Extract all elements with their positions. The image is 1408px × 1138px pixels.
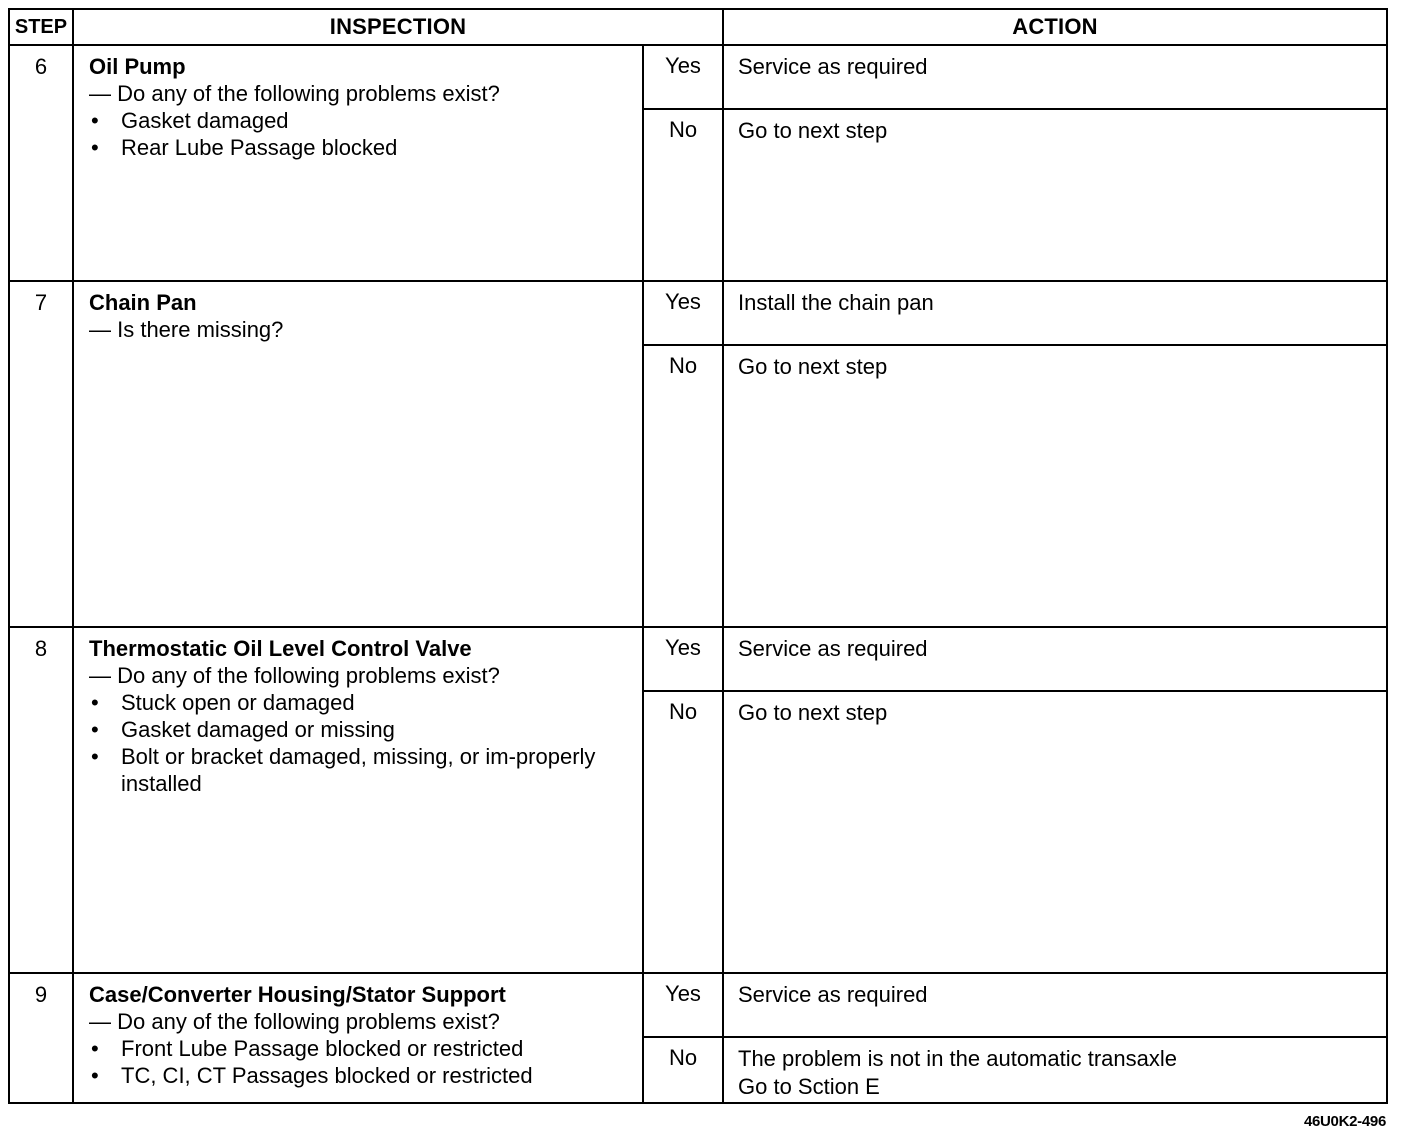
no-label: No (643, 345, 723, 627)
yes-action: Service as required (723, 973, 1387, 1037)
yes-label: Yes (643, 973, 723, 1037)
yes-label: Yes (643, 281, 723, 345)
figure-reference: 46U0K2-496 (1303, 1113, 1386, 1130)
no-action-line: Go to next step (738, 118, 888, 143)
no-label: No (643, 691, 723, 973)
problem-item: • Stuck open or damaged (89, 689, 634, 716)
table-row (9, 627, 1387, 691)
inspection-question: — Is there missing? (89, 317, 284, 342)
step-number: 7 (9, 281, 73, 627)
step-number: 8 (9, 627, 73, 973)
problem-item: • Gasket damaged (89, 107, 634, 134)
problem-list (89, 689, 634, 797)
table-body (9, 45, 1387, 1103)
inspection-title: Oil Pump (89, 54, 186, 79)
header-row (9, 9, 1387, 45)
problem-list (89, 107, 634, 161)
inspection-question: — Do any of the following problems exist? (89, 1009, 500, 1034)
no-action-line: Go to Sction E (738, 1074, 880, 1099)
step-number: 9 (9, 973, 73, 1103)
header-action: ACTION (723, 9, 1387, 45)
yes-label: Yes (643, 627, 723, 691)
inspection-title: Thermostatic Oil Level Control Valve (89, 636, 472, 661)
yes-label: Yes (643, 45, 723, 109)
no-action-line: The problem is not in the automatic transaxle (738, 1046, 1178, 1071)
no-action (723, 345, 1387, 627)
no-action (723, 1037, 1387, 1103)
problem-item: • TC, CI, CT Passages blocked or restricted (89, 1062, 634, 1089)
problem-list (89, 1035, 634, 1089)
no-label: No (643, 1037, 723, 1103)
no-label: No (643, 109, 723, 281)
diagnosis-table (8, 8, 1388, 1104)
table-row (9, 281, 1387, 345)
inspection-title: Case/Converter Housing/Stator Support (89, 982, 506, 1007)
header-step: STEP (9, 9, 73, 45)
problem-item: • Gasket damaged or missing (89, 716, 634, 743)
step-number: 6 (9, 45, 73, 281)
inspection-cell (73, 45, 643, 281)
inspection-question: — Do any of the following problems exist? (89, 81, 500, 106)
inspection-title: Chain Pan (89, 290, 197, 315)
yes-action: Service as required (723, 45, 1387, 109)
no-action-line: Go to next step (738, 354, 888, 379)
inspection-cell (73, 627, 643, 973)
no-action-line: Go to next step (738, 700, 888, 725)
inspection-cell (73, 281, 643, 627)
no-action (723, 691, 1387, 973)
inspection-cell (73, 973, 643, 1103)
problem-item: • Front Lube Passage blocked or restricted (89, 1035, 634, 1062)
no-action (723, 109, 1387, 281)
problem-item: • Rear Lube Passage blocked (89, 134, 634, 161)
header-inspection: INSPECTION (73, 9, 723, 45)
table-row (9, 45, 1387, 109)
problem-item: • Bolt or bracket damaged, missing, or im-properly installed (89, 743, 634, 797)
table-row (9, 973, 1387, 1037)
inspection-question: — Do any of the following problems exist? (89, 663, 500, 688)
yes-action: Service as required (723, 627, 1387, 691)
yes-action: Install the chain pan (723, 281, 1387, 345)
